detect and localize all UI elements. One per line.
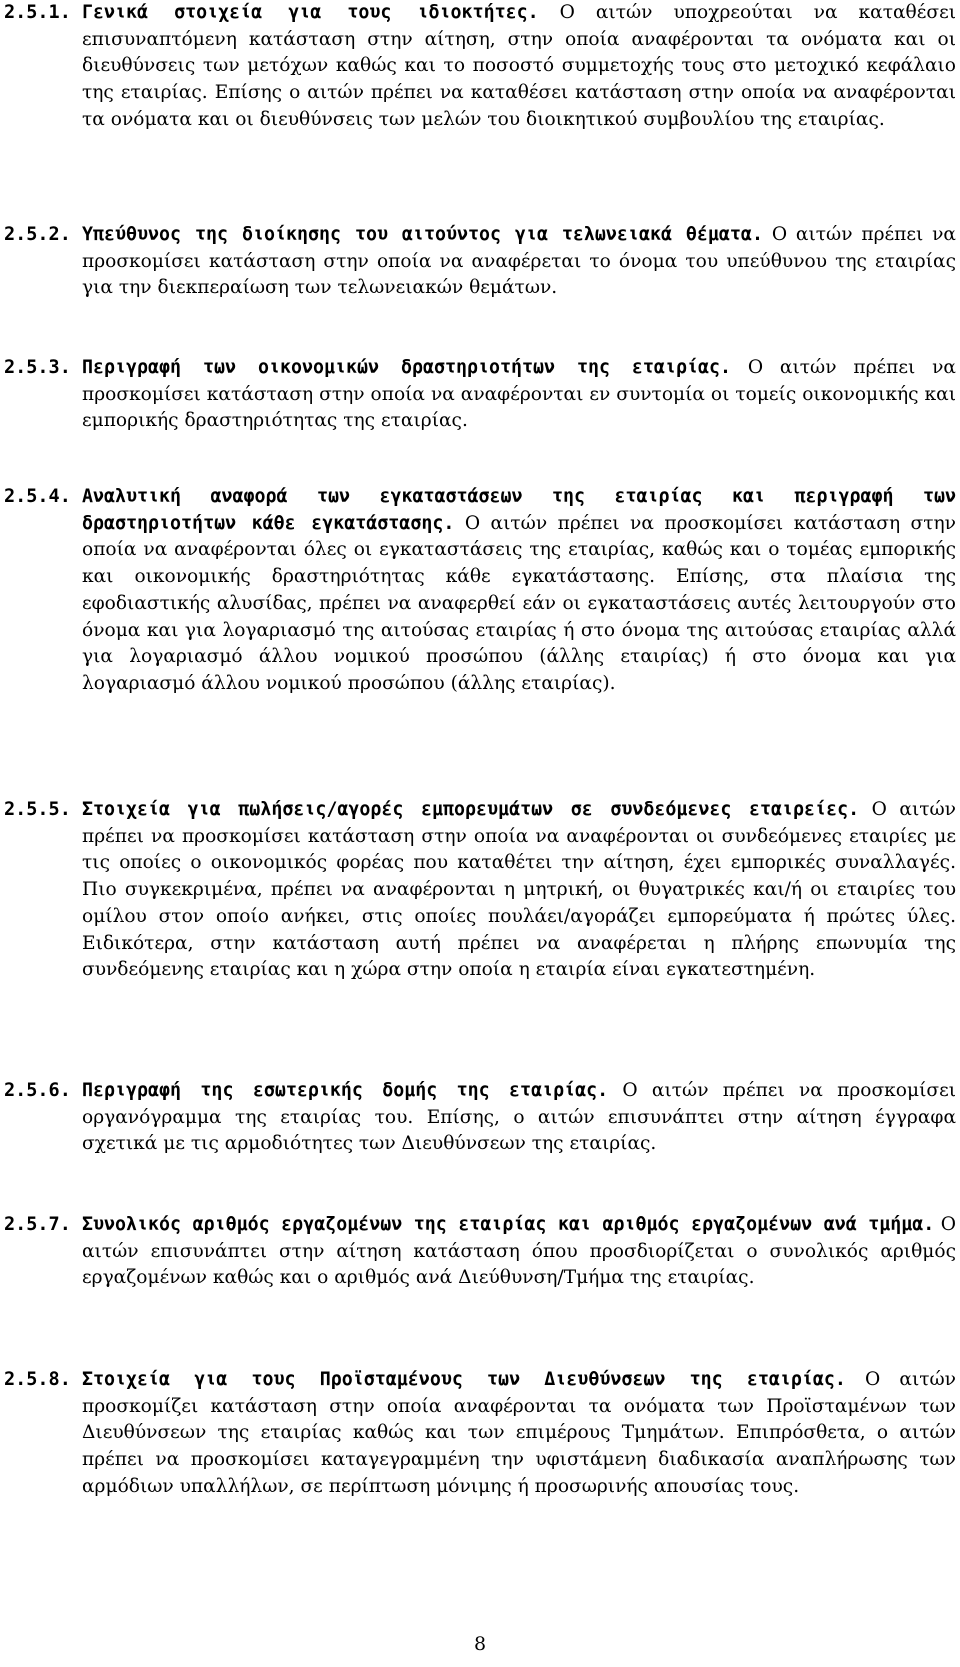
section-number: 2.5.1. xyxy=(4,2,71,23)
section-number: 2.5.7. xyxy=(4,1214,71,1235)
section-number: 2.5.5. xyxy=(4,799,71,820)
section-text: Ο αιτών πρέπει να προσκομίσει κατάσταση στην οποία να αναφέρεται το όνομα του υπεύθυνου της εταιρίας για την διεκπεραίωση των τελωνειακών θεμάτων. xyxy=(82,224,956,299)
section-heading: Συνολικός αριθμός εργαζομένων της εταιρίας και αριθμός εργαζομένων ανά τμήμα. xyxy=(82,1214,935,1235)
section-text: Ο αιτών πρέπει να προσκομίσει κατάσταση στην οποία να αναφέρονται οι συνδεόμενες εταιρίες με τις οποίες ο οικονομικός φορέας που καταθέτει την αίτηση, έχει εμπορικές συναλλαγές. Πιο συγκεκριμένα, πρέπει να αναφέρονται η μητρική, οι θυγατρικές και/ή οι εταιρίες του ομίλου στον οποίο ανήκει, στις οποίες πουλάει/αγοράζει εμπορεύματα ή πρώτες ύλες. Ειδικότερα, στην κατάσταση αυτή πρέπει να αναφέρεται η πλήρης επωνυμία της συνδεόμενης εταιρίας και η χώρα στην οποία η εταιρία είναι εγκατεστημένη. xyxy=(82,799,956,981)
section-heading: Υπεύθυνος της διοίκησης του αιτούντος για τελωνειακά θέματα. xyxy=(82,224,763,245)
section-2-5-3 xyxy=(4,355,956,435)
section-text: Ο αιτών πρέπει να προσκομίσει κατάσταση στην οποία να αναφέρονται όλες οι εγκαταστάσεις της εταιρίας, καθώς και ο τομέας εμπορικής και οικονομικής δραστηριότητας κάθε εγκατάστασης. Επίσης, στα πλαίσια της εφοδιαστικής αλυσίδας, πρέπει να αναφερθεί εάν οι εγκαταστάσεις αυτές λειτουργούν στο όνομα και για λογαριασμό της αιτούσας εταιρίας ή στο όνομα της αιτούσας εταιρίας αλλά για λογαριασμό άλλου νομικού προσώπου (άλλης εταιρίας) ή στο όνομα και για λογαριασμό άλλου νομικού προσώπου (άλλης εταιρίας). xyxy=(82,512,956,694)
section-text: Ο αιτών υποχρεούται να καταθέσει επισυναπτόμενη κατάσταση στην αίτηση, στην οποία αναφέρονται τα ονόματα και οι διευθύνσεις των μετόχων καθώς και το ποσοστό συμμετοχής τους στο μετοχικό κεφάλαιο της εταιρίας. Επίσης ο αιτών πρέπει να καταθέσει κατάσταση στην οποία να αναφέρονται τα ονόματα και οι διευθύνσεις των μελών του διοικητικού συμβουλίου της εταιρίας. xyxy=(82,2,956,130)
page-number: 8 xyxy=(473,1633,487,1655)
section-heading: Αναλυτική αναφορά των εγκαταστάσεων της εταιρίας και περιγραφή των δραστηριοτήτων κάθε εγκατάστασης. xyxy=(82,486,956,534)
section-heading: Περιγραφή των οικονομικών δραστηριοτήτων της εταιρίας. xyxy=(82,357,731,378)
section-number: 2.5.3. xyxy=(4,357,71,378)
section-number: 2.5.4. xyxy=(4,486,71,507)
section-2-5-4 xyxy=(4,484,956,698)
section-body xyxy=(82,1212,956,1292)
section-heading: Γενικά στοιχεία για τους ιδιοκτήτες. xyxy=(82,2,539,23)
section-number: 2.5.2. xyxy=(4,224,71,245)
section-heading: Περιγραφή της εσωτερικής δομής της εταιρίας. xyxy=(82,1080,609,1101)
section-2-5-8 xyxy=(4,1367,956,1501)
section-body xyxy=(82,797,956,984)
section-body xyxy=(82,355,956,435)
section-2-5-5 xyxy=(4,797,956,984)
section-body xyxy=(82,1367,956,1501)
section-body xyxy=(82,1078,956,1158)
section-text: Ο αιτών επισυνάπτει στην αίτηση κατάσταση όπου προσδιορίζεται ο συνολικός αριθμός εργαζομένων καθώς και ο αριθμός ανά Διεύθυνση/Τμήμα της εταιρίας. xyxy=(82,1214,956,1289)
section-body xyxy=(82,484,956,698)
section-text: Ο αιτών πρέπει να προσκομίσει οργανόγραμμα της εταιρίας του. Επίσης, ο αιτών επισυνάπτει στην αίτηση έγγραφα σχετικά με τις αρμοδιότητες των Διευθύνσεων της εταιρίας. xyxy=(82,1080,956,1155)
section-body xyxy=(82,222,956,302)
section-number: 2.5.6. xyxy=(4,1080,71,1101)
section-heading: Στοιχεία για τους Προϊσταμένους των Διευθύνσεων της εταιρίας. xyxy=(82,1369,846,1390)
section-heading: Στοιχεία για πωλήσεις/αγορές εμπορευμάτων σε συνδεόμενες εταιρείες. xyxy=(82,799,860,820)
section-number: 2.5.8. xyxy=(4,1369,71,1390)
section-2-5-7 xyxy=(4,1212,956,1292)
section-2-5-1 xyxy=(4,0,956,134)
section-text: Ο αιτών προσκομίζει κατάσταση στην οποία αναφέρονται τα ονόματα των Προϊσταμένων των Διευθύνσεων της εταιρίας καθώς και των επιμέρους Τμημάτων. Επιπρόσθετα, ο αιτών πρέπει να προσκομίσει καταγεγραμμένη την υφιστάμενη διαδικασία αναπλήρωσης των αρμόδιων υπαλλήλων, σε περίπτωση μόνιμης ή προσωρινής απουσίας τους. xyxy=(82,1369,956,1497)
section-text: Ο αιτών πρέπει να προσκομίσει κατάσταση στην οποία να αναφέρονται εν συντομία οι τομείς οικονομικής και εμπορικής δραστηριότητας της εταιρίας. xyxy=(82,357,956,432)
section-body xyxy=(82,0,956,134)
section-2-5-6 xyxy=(4,1078,956,1158)
section-2-5-2 xyxy=(4,222,956,302)
